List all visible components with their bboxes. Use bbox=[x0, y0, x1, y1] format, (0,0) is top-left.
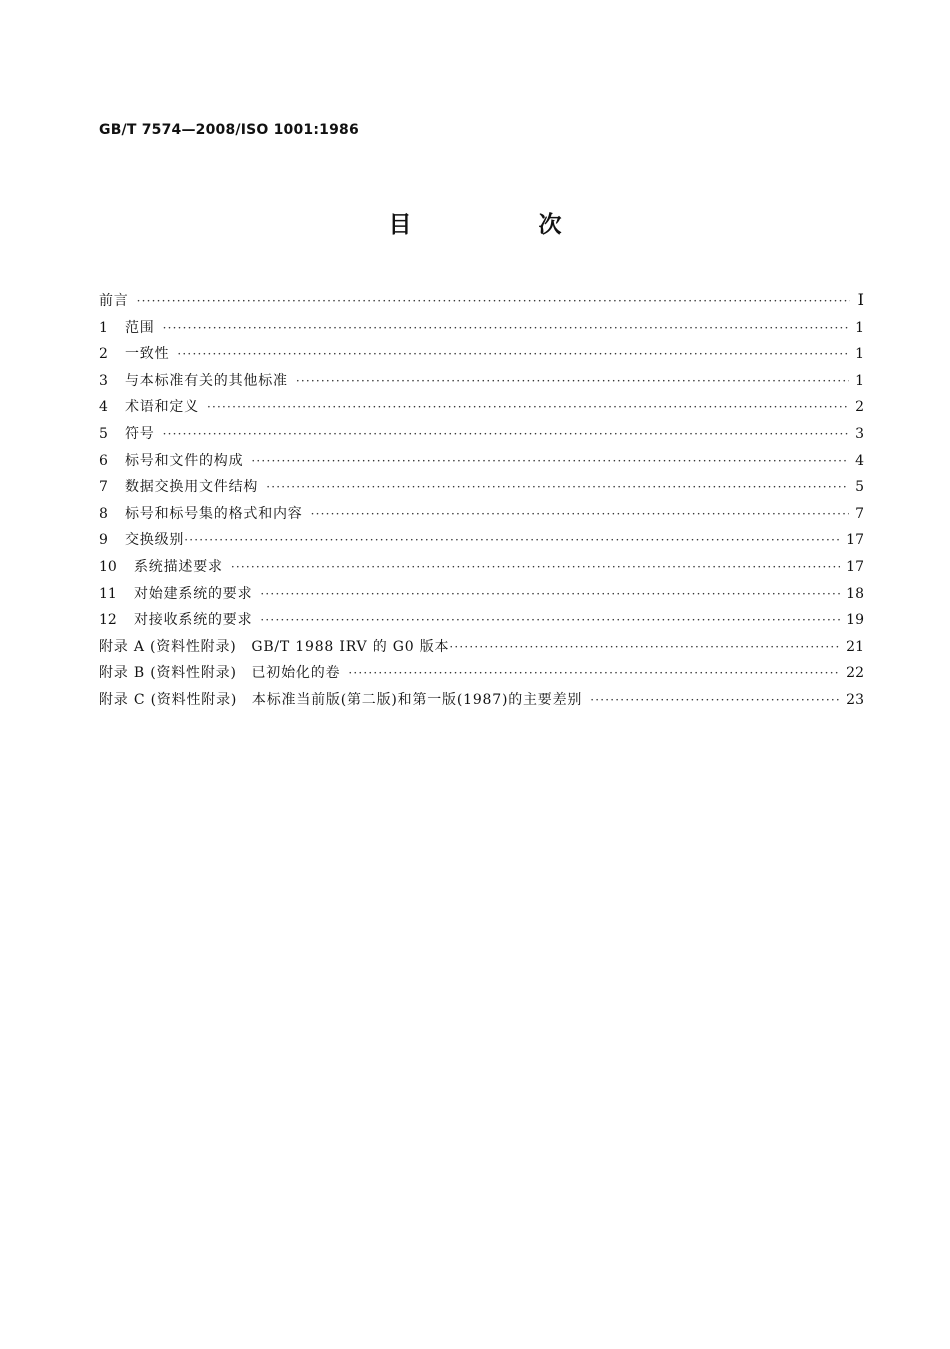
toc-entry-title: 术语和定义 bbox=[125, 399, 199, 416]
toc-entry-page: 19 bbox=[846, 612, 864, 629]
toc-entry-title: 前言 bbox=[99, 293, 129, 309]
toc-entry-page: 23 bbox=[846, 691, 864, 708]
toc-entry-title: 附录 A (资料性附录) GB/T 1988 IRV 的 G0 版本 bbox=[99, 638, 450, 655]
toc-entry-receiving-systems[interactable] bbox=[99, 609, 864, 636]
toc-entry-annex-b[interactable] bbox=[99, 662, 864, 689]
toc-entry-number: 2 bbox=[99, 346, 108, 363]
toc-entry-number: 12 bbox=[99, 612, 117, 629]
toc-entry-title: 交换级别 bbox=[125, 532, 185, 549]
toc-entry-related-standards[interactable] bbox=[99, 370, 864, 397]
toc-entry-title: 附录 B (资料性附录) 已初始化的卷 bbox=[99, 665, 341, 682]
toc-entry-page: 4 bbox=[855, 452, 864, 469]
toc-entry-title: 附录 C (资料性附录) 本标准当前版(第二版)和第一版(1987)的主要差别 bbox=[99, 691, 583, 708]
toc-entry-page: 18 bbox=[846, 585, 864, 602]
page-title: 目 次 bbox=[388, 212, 614, 238]
toc-entry-page: I bbox=[857, 290, 864, 309]
toc-dot-leader bbox=[184, 533, 840, 547]
toc-entry-interchange-levels[interactable] bbox=[99, 529, 864, 556]
toc-entry-conformance[interactable] bbox=[99, 343, 864, 370]
toc-dot-leader bbox=[163, 427, 849, 441]
toc-entry-number: 5 bbox=[99, 425, 108, 442]
toc-dot-leader bbox=[163, 321, 849, 335]
toc-entry-number: 8 bbox=[99, 505, 108, 522]
toc-dot-leader bbox=[449, 640, 840, 654]
toc-entry-title: 系统描述要求 bbox=[134, 558, 223, 575]
toc-entry-page: 1 bbox=[855, 319, 864, 336]
toc-entry-annex-c[interactable] bbox=[99, 689, 864, 716]
toc-dot-leader bbox=[260, 587, 840, 601]
toc-entry-annex-a[interactable] bbox=[99, 636, 864, 663]
toc-entry-number: 7 bbox=[99, 479, 108, 496]
toc-entry-number: 1 bbox=[99, 319, 108, 336]
toc-entry-title: 符号 bbox=[125, 425, 155, 442]
toc-entry-number: 3 bbox=[99, 372, 108, 389]
toc-dot-leader bbox=[296, 374, 849, 388]
toc-entry-page: 3 bbox=[855, 425, 864, 442]
toc-dot-leader bbox=[137, 294, 850, 308]
toc-entry-title: 范围 bbox=[125, 319, 155, 336]
toc-dot-leader bbox=[177, 347, 849, 361]
toc-dot-leader bbox=[260, 613, 840, 627]
toc-dot-leader bbox=[266, 480, 849, 494]
toc-entry-system-description[interactable] bbox=[99, 556, 864, 583]
toc-entry-title: 数据交换用文件结构 bbox=[125, 479, 259, 496]
toc-entry-interchange-file-structure[interactable] bbox=[99, 476, 864, 503]
toc-entry-title: 标号和文件的构成 bbox=[125, 452, 244, 469]
toc-entry-label-formats[interactable] bbox=[99, 503, 864, 530]
toc-entry-number: 6 bbox=[99, 452, 108, 469]
toc-entry-page: 22 bbox=[846, 665, 864, 682]
toc-dot-leader bbox=[231, 560, 840, 574]
toc-entry-page: 1 bbox=[855, 346, 864, 363]
toc-entry-page: 7 bbox=[855, 505, 864, 522]
toc-dot-leader bbox=[348, 666, 840, 680]
toc-entry-foreword[interactable] bbox=[99, 290, 864, 317]
toc-entry-originating-systems[interactable] bbox=[99, 583, 864, 610]
toc-entry-symbols[interactable] bbox=[99, 423, 864, 450]
toc-dot-leader bbox=[207, 400, 849, 414]
table-of-contents bbox=[99, 290, 864, 716]
toc-entry-number: 9 bbox=[99, 532, 108, 549]
toc-entry-title: 对始建系统的要求 bbox=[134, 585, 253, 602]
toc-entry-title: 标号和标号集的格式和内容 bbox=[125, 505, 303, 522]
toc-entry-page: 5 bbox=[855, 479, 864, 496]
toc-dot-leader bbox=[590, 693, 840, 707]
toc-entry-number: 4 bbox=[99, 399, 108, 416]
toc-entry-page: 17 bbox=[846, 532, 864, 549]
toc-entry-title: 一致性 bbox=[125, 346, 170, 363]
toc-entry-page: 17 bbox=[846, 558, 864, 575]
toc-entry-number: 10 bbox=[99, 558, 117, 575]
toc-entry-title: 对接收系统的要求 bbox=[134, 612, 253, 629]
toc-entry-terms-definitions[interactable] bbox=[99, 396, 864, 423]
toc-dot-leader bbox=[311, 507, 849, 521]
toc-entry-page: 2 bbox=[855, 399, 864, 416]
toc-entry-title: 与本标准有关的其他标准 bbox=[125, 372, 288, 389]
toc-entry-page: 21 bbox=[846, 638, 864, 655]
toc-entry-number: 11 bbox=[99, 585, 117, 602]
toc-entry-label-file-structure[interactable] bbox=[99, 450, 864, 477]
toc-dot-leader bbox=[251, 454, 849, 468]
standard-code-header: GB/T 7574—2008/ISO 1001:1986 bbox=[99, 122, 359, 138]
toc-entry-page: 1 bbox=[855, 372, 864, 389]
toc-entry-scope[interactable] bbox=[99, 317, 864, 344]
